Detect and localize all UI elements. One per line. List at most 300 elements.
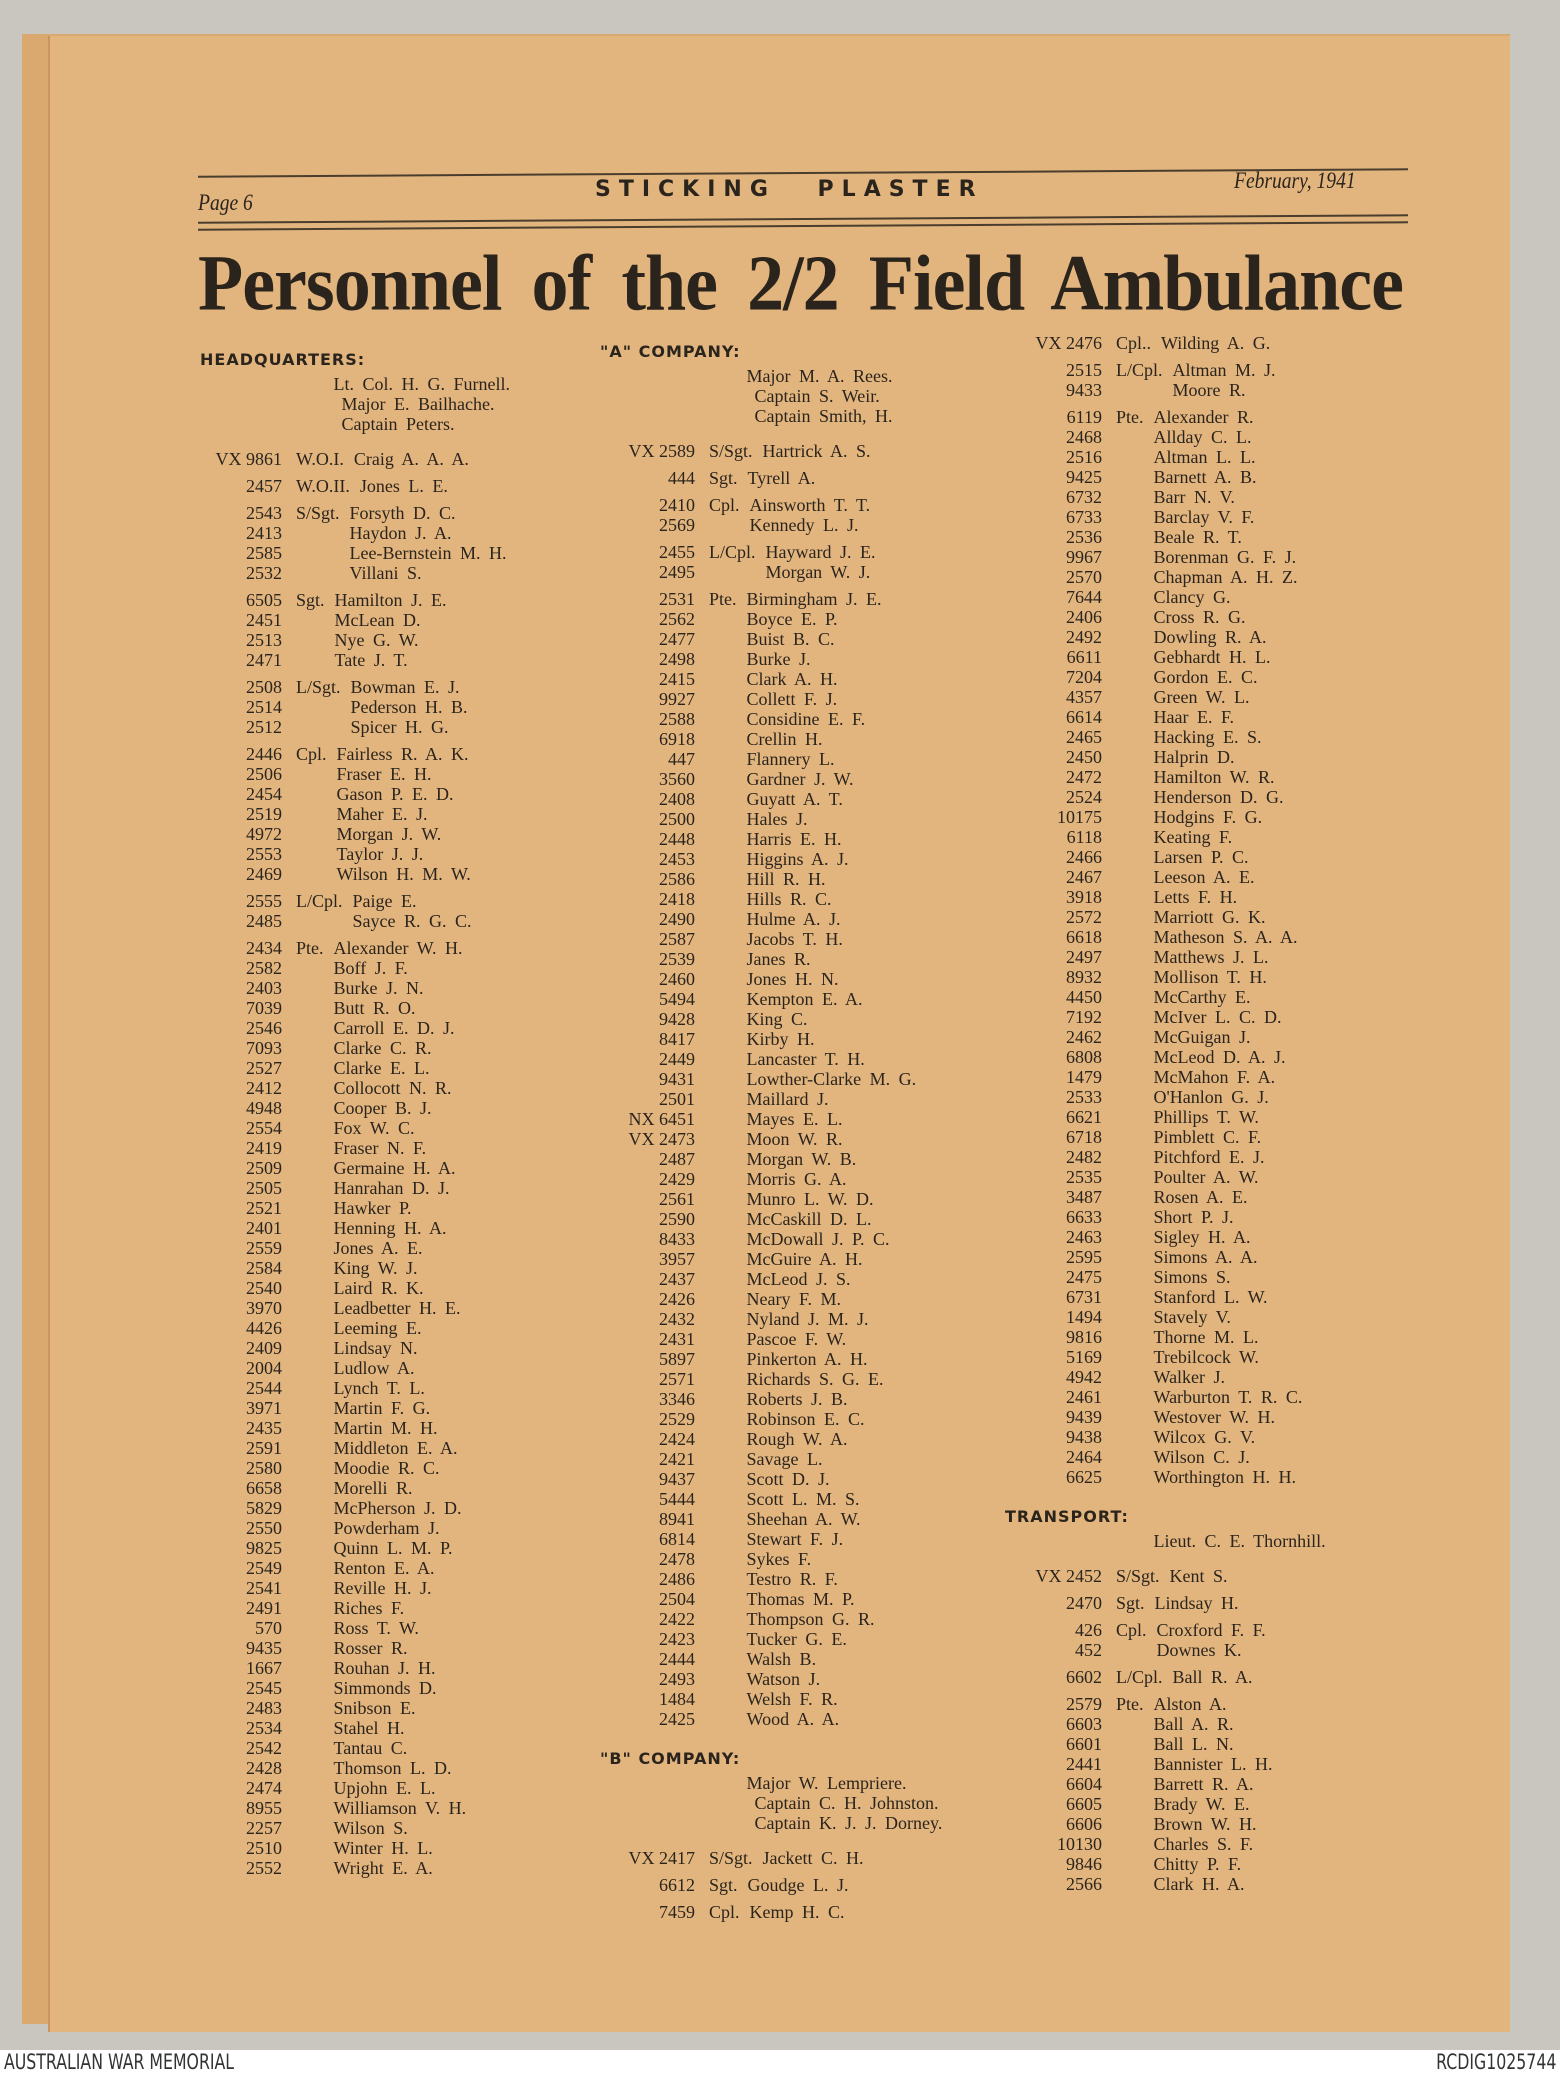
personnel-name: Clark A. H. bbox=[746, 669, 838, 689]
personnel-row bbox=[600, 1049, 942, 1069]
service-number: 1667 bbox=[246, 1658, 282, 1678]
rank-label: Sgt. bbox=[709, 1875, 738, 1895]
rank-group bbox=[600, 495, 942, 535]
service-number: 2409 bbox=[246, 1338, 282, 1358]
personnel-row bbox=[600, 1509, 942, 1529]
service-number: 6918 bbox=[659, 729, 695, 749]
personnel-row bbox=[600, 589, 942, 609]
personnel-row bbox=[1005, 1620, 1326, 1640]
rank-label: Sgt. bbox=[709, 468, 738, 488]
service-number: 9825 bbox=[246, 1538, 282, 1558]
personnel-row bbox=[1005, 527, 1326, 547]
personnel-name: Roberts J. B. bbox=[746, 1389, 848, 1409]
personnel-row bbox=[1005, 807, 1326, 827]
personnel-name: Lowther-Clarke M. G. bbox=[746, 1069, 917, 1089]
service-number: 2474 bbox=[246, 1778, 282, 1798]
personnel-row bbox=[1005, 407, 1326, 427]
personnel-row bbox=[600, 1902, 942, 1922]
service-number: 2435 bbox=[246, 1418, 282, 1438]
service-number: 2504 bbox=[659, 1589, 695, 1609]
officer-row bbox=[200, 414, 510, 434]
personnel-row bbox=[1005, 1267, 1326, 1287]
service-number: 3487 bbox=[1066, 1187, 1102, 1207]
personnel-row bbox=[200, 523, 510, 543]
rank-group bbox=[1005, 1566, 1326, 1586]
personnel-row bbox=[200, 503, 510, 523]
service-number: 2529 bbox=[659, 1409, 695, 1429]
rank-group bbox=[600, 1848, 942, 1868]
personnel-name: Powderham J. bbox=[333, 1518, 440, 1538]
personnel-name: Birmingham J. E. bbox=[746, 589, 882, 609]
personnel-name: Altman L. L. bbox=[1153, 447, 1256, 467]
officer-row bbox=[600, 1813, 942, 1833]
rank-group bbox=[600, 468, 942, 488]
personnel-row bbox=[200, 1758, 510, 1778]
rank-group bbox=[600, 542, 942, 582]
personnel-row bbox=[600, 1369, 942, 1389]
personnel-row bbox=[200, 590, 510, 610]
personnel-row bbox=[600, 1029, 942, 1049]
personnel-name: Gason P. E. D. bbox=[336, 784, 454, 804]
personnel-row bbox=[600, 1529, 942, 1549]
service-number: 2585 bbox=[246, 543, 282, 563]
personnel-name: Scott L. M. S. bbox=[746, 1489, 860, 1509]
service-number: 2478 bbox=[659, 1549, 695, 1569]
service-number: 2475 bbox=[1066, 1267, 1102, 1287]
service-number: 4948 bbox=[246, 1098, 282, 1118]
personnel-name: McGuigan J. bbox=[1153, 1027, 1251, 1047]
service-number: 2472 bbox=[1066, 767, 1102, 787]
article-title: Personnel of the 2/2 Field Ambulance bbox=[198, 239, 1403, 328]
service-number: 6611 bbox=[1066, 647, 1102, 667]
service-number: 2491 bbox=[246, 1598, 282, 1618]
service-number: 3970 bbox=[246, 1298, 282, 1318]
personnel-row bbox=[600, 515, 942, 535]
officer-row bbox=[600, 1773, 942, 1793]
service-number: 2500 bbox=[659, 809, 695, 829]
personnel-name: Charles S. F. bbox=[1153, 1834, 1254, 1854]
personnel-row bbox=[1005, 1327, 1326, 1347]
personnel-name: Clarke E. L. bbox=[333, 1058, 430, 1078]
personnel-name: Stahel H. bbox=[333, 1718, 405, 1738]
personnel-name: Maher E. J. bbox=[336, 804, 428, 824]
personnel-row bbox=[1005, 587, 1326, 607]
personnel-name: Hill R. H. bbox=[746, 869, 826, 889]
officer-number-blank bbox=[608, 406, 703, 426]
service-number: 6733 bbox=[1066, 507, 1102, 527]
personnel-row bbox=[1005, 907, 1326, 927]
personnel-name: Sigley H. A. bbox=[1153, 1227, 1251, 1247]
personnel-name: Reville H. J. bbox=[333, 1578, 432, 1598]
service-number: 2486 bbox=[659, 1569, 695, 1589]
personnel-name: McLean D. bbox=[334, 610, 421, 630]
service-number: 1494 bbox=[1066, 1307, 1102, 1327]
service-number: 2470 bbox=[1066, 1593, 1102, 1613]
service-number: 7093 bbox=[246, 1038, 282, 1058]
officer-number-blank bbox=[200, 374, 282, 394]
personnel-name: Wilcox G. V. bbox=[1153, 1427, 1256, 1447]
personnel-row bbox=[200, 1098, 510, 1118]
personnel-name: Stavely V. bbox=[1153, 1307, 1231, 1327]
personnel-name: McCaskill D. L. bbox=[746, 1209, 872, 1229]
rank-group bbox=[200, 449, 510, 469]
personnel-name: Phillips T. W. bbox=[1153, 1107, 1259, 1127]
personnel-row bbox=[200, 978, 510, 998]
service-number: 6605 bbox=[1066, 1794, 1102, 1814]
personnel-name: Robinson E. C. bbox=[746, 1409, 865, 1429]
personnel-row bbox=[1005, 1694, 1326, 1714]
service-number: 2590 bbox=[659, 1209, 695, 1229]
service-number: 2587 bbox=[659, 929, 695, 949]
service-number: 2580 bbox=[246, 1458, 282, 1478]
personnel-row bbox=[600, 1349, 942, 1369]
personnel-name: McMahon F. A. bbox=[1153, 1067, 1276, 1087]
rank-label: W.O.I. bbox=[296, 449, 344, 469]
service-number: 2406 bbox=[1066, 607, 1102, 627]
personnel-row bbox=[200, 784, 510, 804]
archive-credit: AUSTRALIAN WAR MEMORIAL bbox=[4, 2050, 235, 2074]
personnel-name: Ball A. R. bbox=[1153, 1714, 1234, 1734]
service-number: 4942 bbox=[1066, 1367, 1102, 1387]
personnel-row bbox=[1005, 987, 1326, 1007]
service-number: 6718 bbox=[1066, 1127, 1102, 1147]
service-number: 3346 bbox=[659, 1389, 695, 1409]
personnel-row bbox=[200, 1818, 510, 1838]
personnel-name: Simons A. A. bbox=[1153, 1247, 1258, 1267]
service-number: 2527 bbox=[246, 1058, 282, 1078]
service-number: 2559 bbox=[246, 1238, 282, 1258]
personnel-name: Snibson E. bbox=[333, 1698, 416, 1718]
service-number: 6618 bbox=[1066, 927, 1102, 947]
personnel-name: Kempton E. A. bbox=[746, 989, 863, 1009]
service-number: 2485 bbox=[246, 911, 282, 931]
officer-gap bbox=[200, 434, 510, 442]
personnel-name: McLeod J. S. bbox=[746, 1269, 851, 1289]
service-number: 447 bbox=[668, 749, 695, 769]
personnel-name: McLeod D. A. J. bbox=[1153, 1047, 1286, 1067]
service-number: 2519 bbox=[246, 804, 282, 824]
service-number: 10175 bbox=[1057, 807, 1102, 827]
personnel-row bbox=[200, 1198, 510, 1218]
personnel-name: Collett F. J. bbox=[746, 689, 838, 709]
service-number: VX 2589 bbox=[628, 441, 695, 461]
personnel-name: Jacobs T. H. bbox=[746, 929, 843, 949]
personnel-row bbox=[200, 1718, 510, 1738]
service-number: 2562 bbox=[659, 609, 695, 629]
personnel-name: McGuire A. H. bbox=[746, 1249, 863, 1269]
personnel-name: Carroll E. D. J. bbox=[333, 1018, 455, 1038]
personnel-row bbox=[600, 1309, 942, 1329]
service-number: 2471 bbox=[246, 650, 282, 670]
personnel-row bbox=[600, 869, 942, 889]
publication-name: STICKING PLASTER bbox=[595, 177, 984, 202]
service-number: 2429 bbox=[659, 1169, 695, 1189]
officer-row bbox=[600, 1793, 942, 1813]
service-number: 3918 bbox=[1066, 887, 1102, 907]
personnel-row bbox=[200, 1658, 510, 1678]
personnel-row bbox=[200, 1058, 510, 1078]
personnel-row bbox=[200, 1838, 510, 1858]
personnel-row bbox=[600, 1149, 942, 1169]
service-number: 2434 bbox=[246, 938, 282, 958]
service-number: 2514 bbox=[246, 697, 282, 717]
officer-number-blank bbox=[608, 1793, 703, 1813]
service-number: 2534 bbox=[246, 1718, 282, 1738]
personnel-row bbox=[600, 1689, 942, 1709]
personnel-name: Clancy G. bbox=[1153, 587, 1231, 607]
personnel-name: Allday C. L. bbox=[1153, 427, 1252, 447]
personnel-name: Harris E. H. bbox=[746, 829, 842, 849]
personnel-name: O'Hanlon G. J. bbox=[1153, 1087, 1269, 1107]
personnel-name: Paige E. bbox=[352, 891, 417, 911]
personnel-name: Alexander R. bbox=[1153, 407, 1254, 427]
service-number: 3560 bbox=[659, 769, 695, 789]
personnel-name: Hulme A. J. bbox=[746, 909, 841, 929]
roster-section bbox=[600, 1749, 942, 1922]
personnel-row bbox=[200, 1078, 510, 1098]
service-number: 2515 bbox=[1066, 360, 1102, 380]
service-number: 2410 bbox=[659, 495, 695, 515]
personnel-name: Henderson D. G. bbox=[1153, 787, 1284, 807]
personnel-name: Moore R. bbox=[1172, 380, 1246, 400]
personnel-row bbox=[600, 909, 942, 929]
personnel-row bbox=[600, 1189, 942, 1209]
personnel-name: Lynch T. L. bbox=[333, 1378, 425, 1398]
personnel-name: Wood A. A. bbox=[746, 1709, 840, 1729]
service-number: 2508 bbox=[246, 677, 282, 697]
rank-label: Cpl. bbox=[296, 744, 327, 764]
personnel-name: Bannister L. H. bbox=[1153, 1754, 1273, 1774]
service-number: 2579 bbox=[1066, 1694, 1102, 1714]
personnel-name: Rough W. A. bbox=[746, 1429, 848, 1449]
officer-name: Captain Smith, H. bbox=[754, 406, 893, 426]
personnel-name: Brady W. E. bbox=[1153, 1794, 1250, 1814]
personnel-row bbox=[200, 1638, 510, 1658]
personnel-row bbox=[600, 789, 942, 809]
service-number: 5897 bbox=[659, 1349, 695, 1369]
service-number: 2464 bbox=[1066, 1447, 1102, 1467]
personnel-row bbox=[200, 1578, 510, 1598]
service-number: 9435 bbox=[246, 1638, 282, 1658]
personnel-row bbox=[200, 1238, 510, 1258]
personnel-name: Haydon J. A. bbox=[349, 523, 452, 543]
personnel-name: Martin F. G. bbox=[333, 1398, 431, 1418]
personnel-name: Clarke C. R. bbox=[333, 1038, 432, 1058]
personnel-row bbox=[1005, 1754, 1326, 1774]
rank-group bbox=[200, 677, 510, 737]
personnel-name: Morgan W. B. bbox=[746, 1149, 857, 1169]
personnel-row bbox=[1005, 1087, 1326, 1107]
personnel-row bbox=[200, 1218, 510, 1238]
service-number: 2495 bbox=[659, 562, 695, 582]
personnel-name: Thompson G. R. bbox=[746, 1609, 875, 1629]
personnel-row bbox=[1005, 1854, 1326, 1874]
personnel-name: Kennedy L. J. bbox=[749, 515, 859, 535]
rank-label: L/Cpl. bbox=[296, 891, 343, 911]
rank-group bbox=[200, 891, 510, 931]
personnel-row bbox=[600, 1848, 942, 1868]
personnel-row bbox=[1005, 1127, 1326, 1147]
personnel-row bbox=[200, 1298, 510, 1318]
personnel-row bbox=[600, 749, 942, 769]
personnel-row bbox=[200, 697, 510, 717]
personnel-row bbox=[200, 844, 510, 864]
personnel-row bbox=[1005, 467, 1326, 487]
service-number: 6612 bbox=[659, 1875, 695, 1895]
personnel-row bbox=[200, 824, 510, 844]
personnel-row bbox=[200, 1138, 510, 1158]
officer-number-blank bbox=[1005, 1531, 1102, 1551]
personnel-name: Marriott G. K. bbox=[1153, 907, 1266, 927]
service-number: 6614 bbox=[1066, 707, 1102, 727]
personnel-name: Wright E. A. bbox=[333, 1858, 433, 1878]
personnel-row bbox=[1005, 507, 1326, 527]
personnel-name: Worthington H. H. bbox=[1153, 1467, 1297, 1487]
service-number: 2257 bbox=[246, 1818, 282, 1838]
service-number: 9438 bbox=[1066, 1427, 1102, 1447]
personnel-row bbox=[200, 764, 510, 784]
rank-group bbox=[1005, 1667, 1326, 1687]
personnel-row bbox=[600, 649, 942, 669]
personnel-name: Poulter A. W. bbox=[1153, 1167, 1259, 1187]
personnel-row bbox=[1005, 1207, 1326, 1227]
personnel-name: Middleton E. A. bbox=[333, 1438, 458, 1458]
column-2 bbox=[600, 342, 942, 1942]
personnel-name: Kent S. bbox=[1169, 1566, 1228, 1586]
personnel-name: Flannery L. bbox=[746, 749, 835, 769]
personnel-name: Winter H. L. bbox=[333, 1838, 433, 1858]
service-number: 2595 bbox=[1066, 1247, 1102, 1267]
personnel-row bbox=[1005, 707, 1326, 727]
personnel-row bbox=[1005, 1734, 1326, 1754]
rank-label: Pte. bbox=[709, 589, 737, 609]
service-number: 2457 bbox=[246, 476, 282, 496]
officer-row bbox=[200, 394, 510, 414]
rank-label: S/Sgt. bbox=[296, 503, 340, 523]
personnel-row bbox=[1005, 1814, 1326, 1834]
service-number: VX 2417 bbox=[628, 1848, 695, 1868]
personnel-row bbox=[600, 609, 942, 629]
personnel-row bbox=[600, 1629, 942, 1649]
personnel-row bbox=[200, 1558, 510, 1578]
personnel-row bbox=[1005, 847, 1326, 867]
service-number: 2425 bbox=[659, 1709, 695, 1729]
personnel-name: Leeming E. bbox=[333, 1318, 422, 1338]
service-number: 10130 bbox=[1057, 1834, 1102, 1854]
personnel-name: Hanrahan D. J. bbox=[333, 1178, 450, 1198]
personnel-row bbox=[600, 1429, 942, 1449]
service-number: 2588 bbox=[659, 709, 695, 729]
personnel-row bbox=[600, 709, 942, 729]
personnel-name: Taylor J. J. bbox=[336, 844, 424, 864]
personnel-name: Considine E. F. bbox=[746, 709, 866, 729]
service-number: 444 bbox=[668, 468, 695, 488]
officer-number-blank bbox=[208, 414, 290, 434]
personnel-name: Moon W. R. bbox=[746, 1129, 843, 1149]
service-number: 9439 bbox=[1066, 1407, 1102, 1427]
personnel-row bbox=[1005, 1874, 1326, 1894]
personnel-row bbox=[200, 1798, 510, 1818]
service-number: 3971 bbox=[246, 1398, 282, 1418]
rank-group bbox=[200, 503, 510, 583]
personnel-row bbox=[200, 1258, 510, 1278]
officer-row bbox=[600, 386, 942, 406]
rank-label: Pte. bbox=[1116, 407, 1144, 427]
personnel-name: Trebilcock W. bbox=[1153, 1347, 1259, 1367]
personnel-name: Jones L. E. bbox=[359, 476, 448, 496]
roster-section bbox=[1005, 333, 1326, 1487]
personnel-name: Pitchford E. J. bbox=[1153, 1147, 1265, 1167]
service-number: 2492 bbox=[1066, 627, 1102, 647]
personnel-row bbox=[1005, 767, 1326, 787]
service-number: 2510 bbox=[246, 1838, 282, 1858]
personnel-name: Walker J. bbox=[1153, 1367, 1226, 1387]
service-number: 7039 bbox=[246, 998, 282, 1018]
personnel-name: Hamilton W. R. bbox=[1153, 767, 1275, 787]
personnel-row bbox=[600, 1589, 942, 1609]
section-heading: "B" COMPANY: bbox=[600, 1749, 741, 1768]
personnel-row bbox=[1005, 1387, 1326, 1407]
personnel-name: Martin M. H. bbox=[333, 1418, 438, 1438]
personnel-name: Wilson C. J. bbox=[1153, 1447, 1250, 1467]
service-number: 2586 bbox=[659, 869, 695, 889]
service-number: 2539 bbox=[659, 949, 695, 969]
personnel-row bbox=[200, 1458, 510, 1478]
personnel-name: Wilson H. M. W. bbox=[336, 864, 471, 884]
personnel-row bbox=[200, 938, 510, 958]
personnel-name: Gordon E. C. bbox=[1153, 667, 1258, 687]
personnel-row bbox=[1005, 1187, 1326, 1207]
service-number: 2552 bbox=[246, 1858, 282, 1878]
personnel-row bbox=[600, 969, 942, 989]
rank-label: Cpl. bbox=[1116, 1620, 1147, 1640]
personnel-name: Green W. L. bbox=[1153, 687, 1250, 707]
service-number: 2448 bbox=[659, 829, 695, 849]
personnel-row bbox=[600, 1289, 942, 1309]
personnel-row bbox=[600, 468, 942, 488]
personnel-row bbox=[600, 1409, 942, 1429]
service-number: 2413 bbox=[246, 523, 282, 543]
section-heading: HEADQUARTERS: bbox=[200, 350, 366, 369]
service-number: 426 bbox=[1075, 1620, 1102, 1640]
service-number: 2533 bbox=[1066, 1087, 1102, 1107]
service-number: 6606 bbox=[1066, 1814, 1102, 1834]
personnel-name: Sykes F. bbox=[746, 1549, 812, 1569]
personnel-row bbox=[1005, 1407, 1326, 1427]
rank-group bbox=[1005, 407, 1326, 1487]
service-number: 9433 bbox=[1066, 380, 1102, 400]
personnel-row bbox=[200, 717, 510, 737]
personnel-row bbox=[600, 929, 942, 949]
personnel-name: Cross R. G. bbox=[1153, 607, 1246, 627]
service-number: VX 9861 bbox=[215, 449, 282, 469]
personnel-row bbox=[600, 669, 942, 689]
personnel-row bbox=[200, 650, 510, 670]
personnel-row bbox=[1005, 1287, 1326, 1307]
officer-number-blank bbox=[600, 1773, 695, 1793]
rank-group bbox=[200, 938, 510, 1878]
personnel-name: Crellin H. bbox=[746, 729, 823, 749]
personnel-name: McDowall J. P. C. bbox=[746, 1229, 890, 1249]
personnel-row bbox=[1005, 380, 1326, 400]
personnel-row bbox=[200, 891, 510, 911]
personnel-row bbox=[600, 1109, 942, 1129]
personnel-name: Rouhan J. H. bbox=[333, 1658, 436, 1678]
service-number: 8433 bbox=[659, 1229, 695, 1249]
personnel-name: Renton E. A. bbox=[333, 1558, 435, 1578]
personnel-row bbox=[1005, 1167, 1326, 1187]
service-number: 2418 bbox=[659, 889, 695, 909]
